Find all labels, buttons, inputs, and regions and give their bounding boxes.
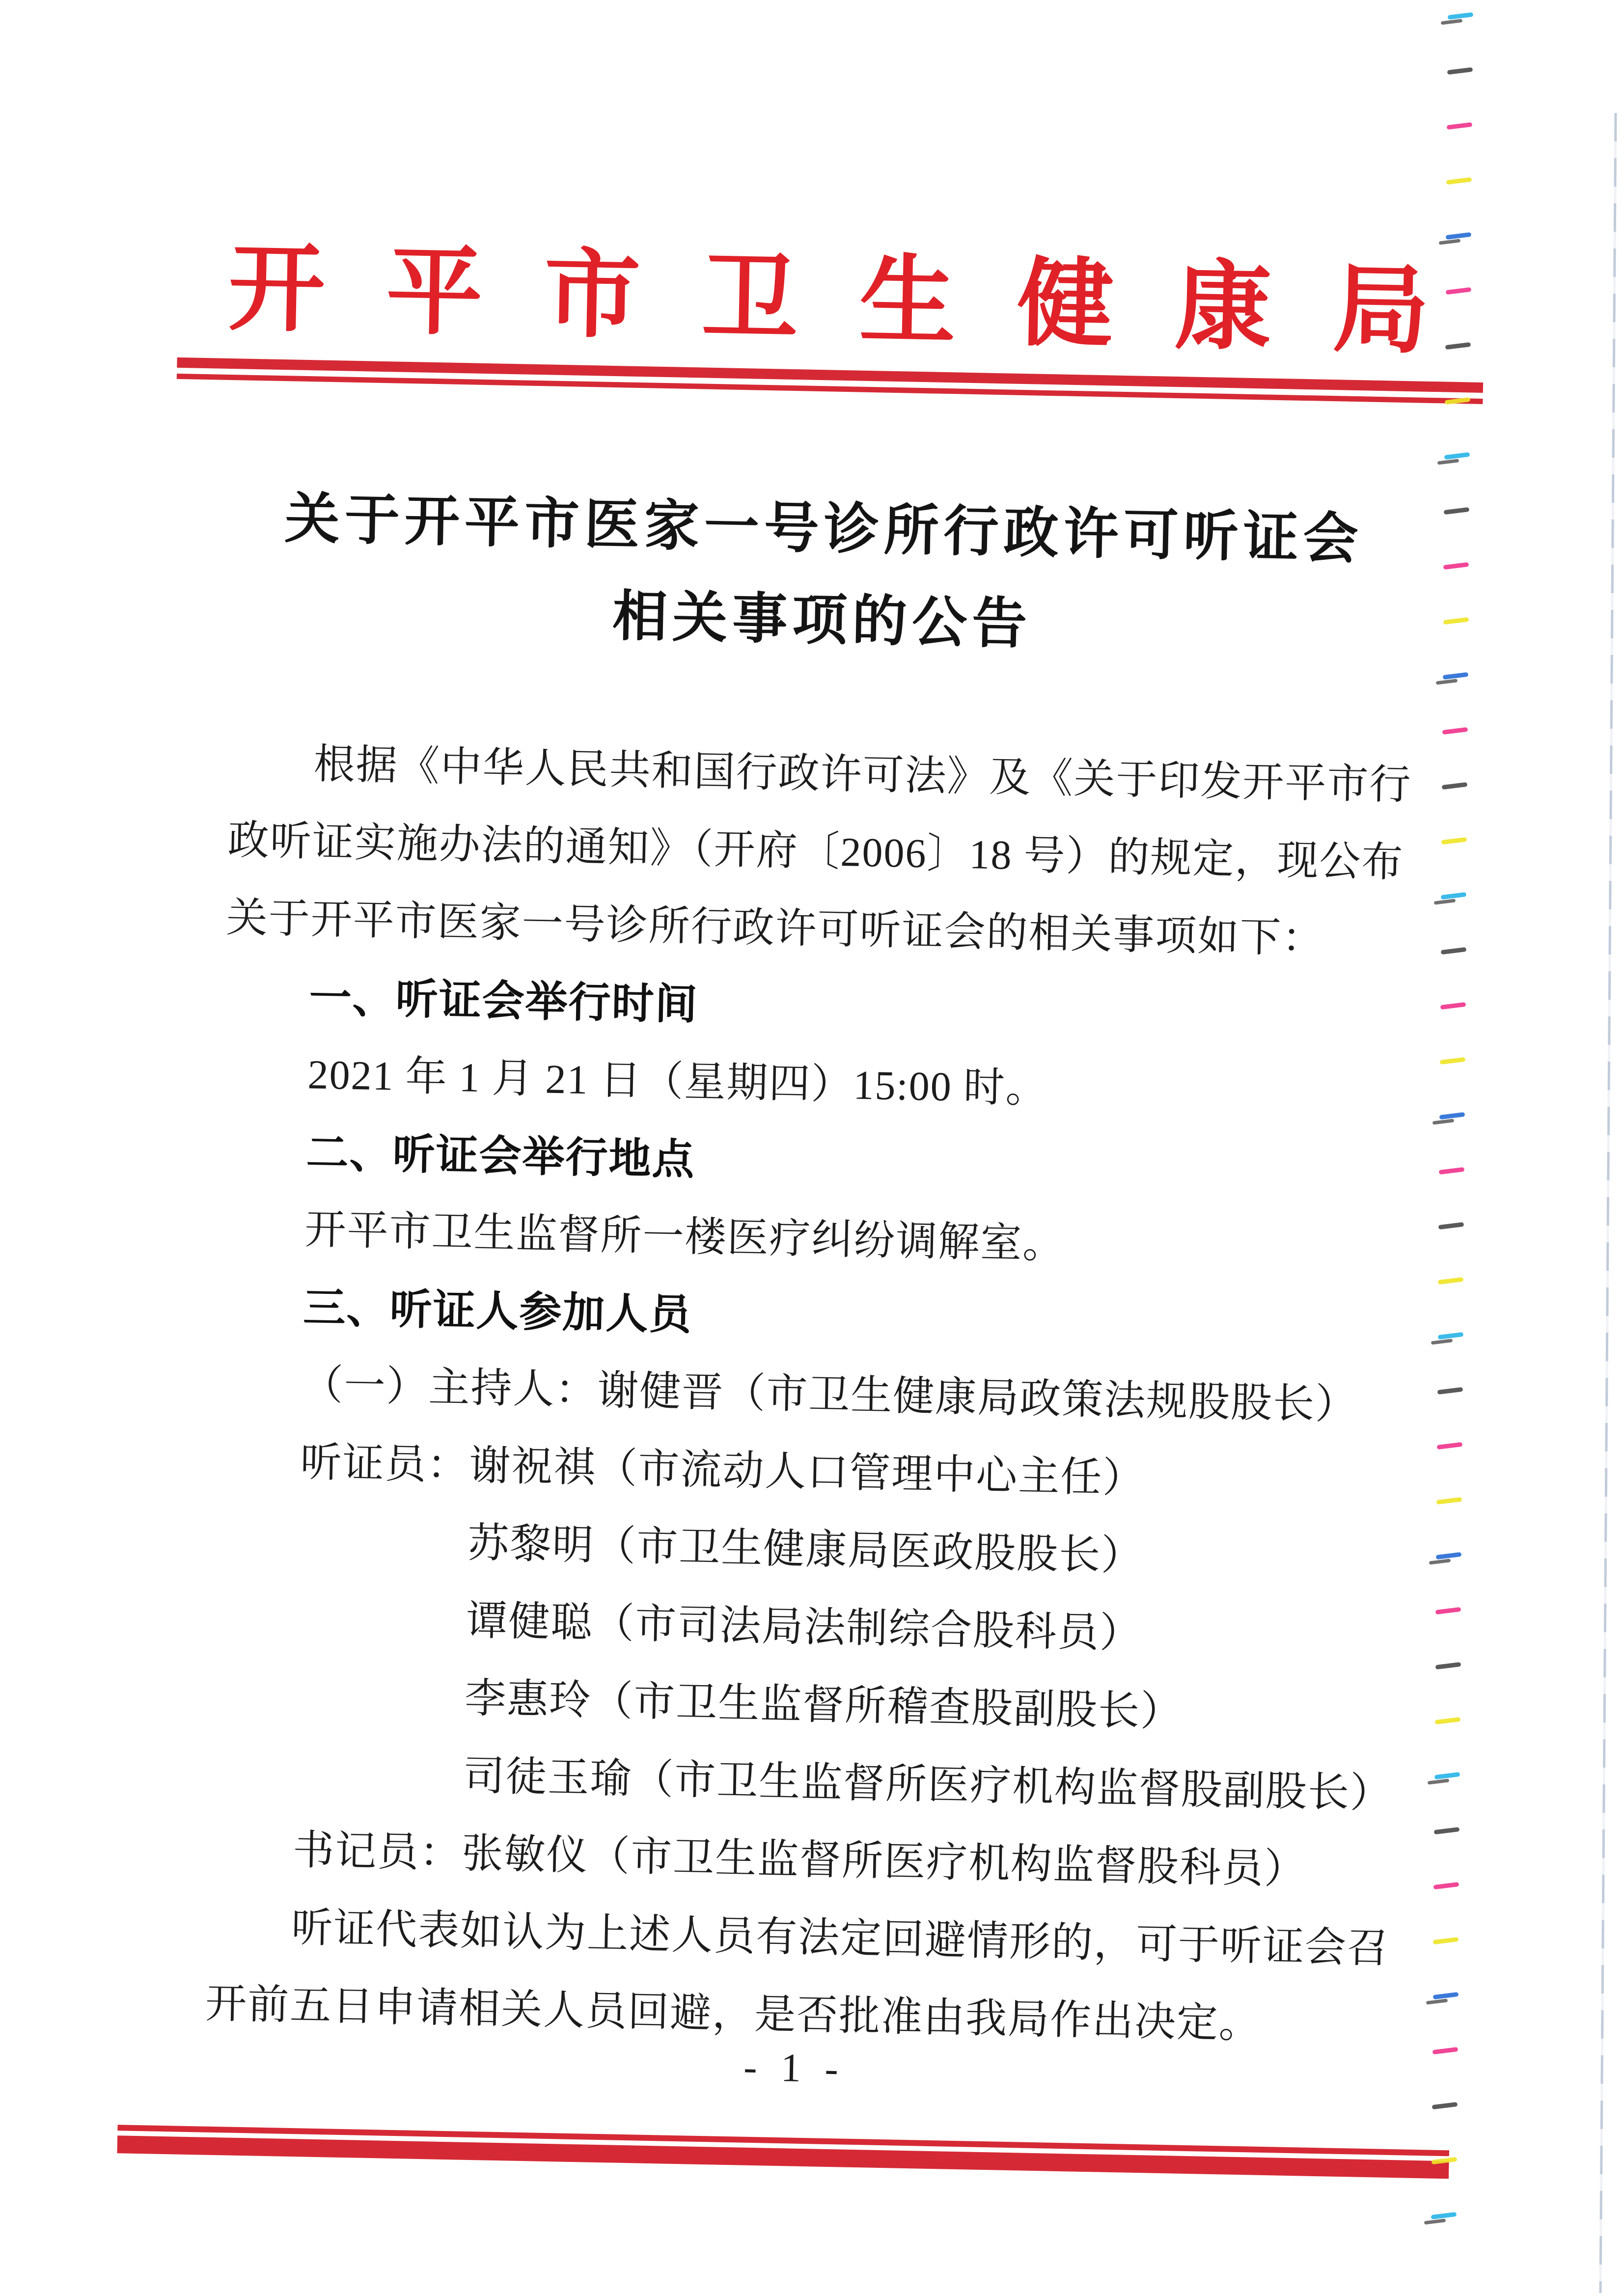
agency-masthead-char: 市 [543,242,641,350]
body-line: 听证员：谢祝祺（市流动人口管理中心主任） [300,1440,1146,1502]
document-title [9,468,1624,682]
body-line: 听证代表如认为上述人员有法定回避情形的，可于听证会召 [291,1905,1390,1972]
agency-masthead [227,223,1431,365]
document-title-line2: 相关事项的公告 [612,586,1033,656]
body-line: （一）主持人：谢健晋（市卫生健康局政策法规股股长） [301,1362,1358,1428]
body-line: 谭健聪（市司法局法制综合股科员） [466,1598,1143,1657]
section-heading: 二、听证会举行地点 [305,1129,696,1184]
document-title-line1: 关于开平市医家一号诊所行政许可听证会 [284,489,1364,571]
agency-masthead-char: 康 [1174,253,1272,362]
section-heading: 一、听证会举行时间 [308,974,699,1029]
body-line: 苏黎明（市卫生健康局医政股股长） [467,1520,1144,1580]
body-line: 李惠玲（市卫生监督所稽查股副股长） [464,1675,1183,1735]
agency-masthead-char: 局 [1331,257,1430,365]
document-body [205,724,1438,2066]
agency-masthead-char: 生 [858,247,957,356]
body-line: 书记员：张敏仪（市卫生监督所医疗机构监督股科员） [292,1827,1307,1893]
agency-masthead-char: 开 [227,235,326,344]
body-line: 关于开平市医家一号诊所行政许可听证会的相关事项如下： [225,895,1325,962]
body-line: 根据《中华人民共和国行政许可法》及《关于印发开平市行 [313,741,1412,809]
agency-masthead-char: 卫 [700,245,799,354]
section-heading: 三、听证人参加人员 [303,1284,693,1339]
body-line: 开前五日申请相关人员回避，是否批准由我局作出决定。 [205,1981,1262,2047]
agency-masthead-char: 平 [385,239,484,347]
agency-masthead-char: 健 [1016,250,1115,359]
body-line: 2021 年 1 月 21 日（星期四）15:00 时。 [307,1052,1048,1112]
body-line: 开平市卫生监督所一楼医疗纠纷调解室。 [304,1207,1066,1267]
body-line: 司徒玉瑜（市卫生监督所医疗机构监督股副股长） [463,1753,1393,1817]
page-number: - 1 - [743,2044,846,2091]
body-line: 政听证实施办法的通知》（开府〔2006〕18 号）的规定，现公布 [227,818,1404,886]
